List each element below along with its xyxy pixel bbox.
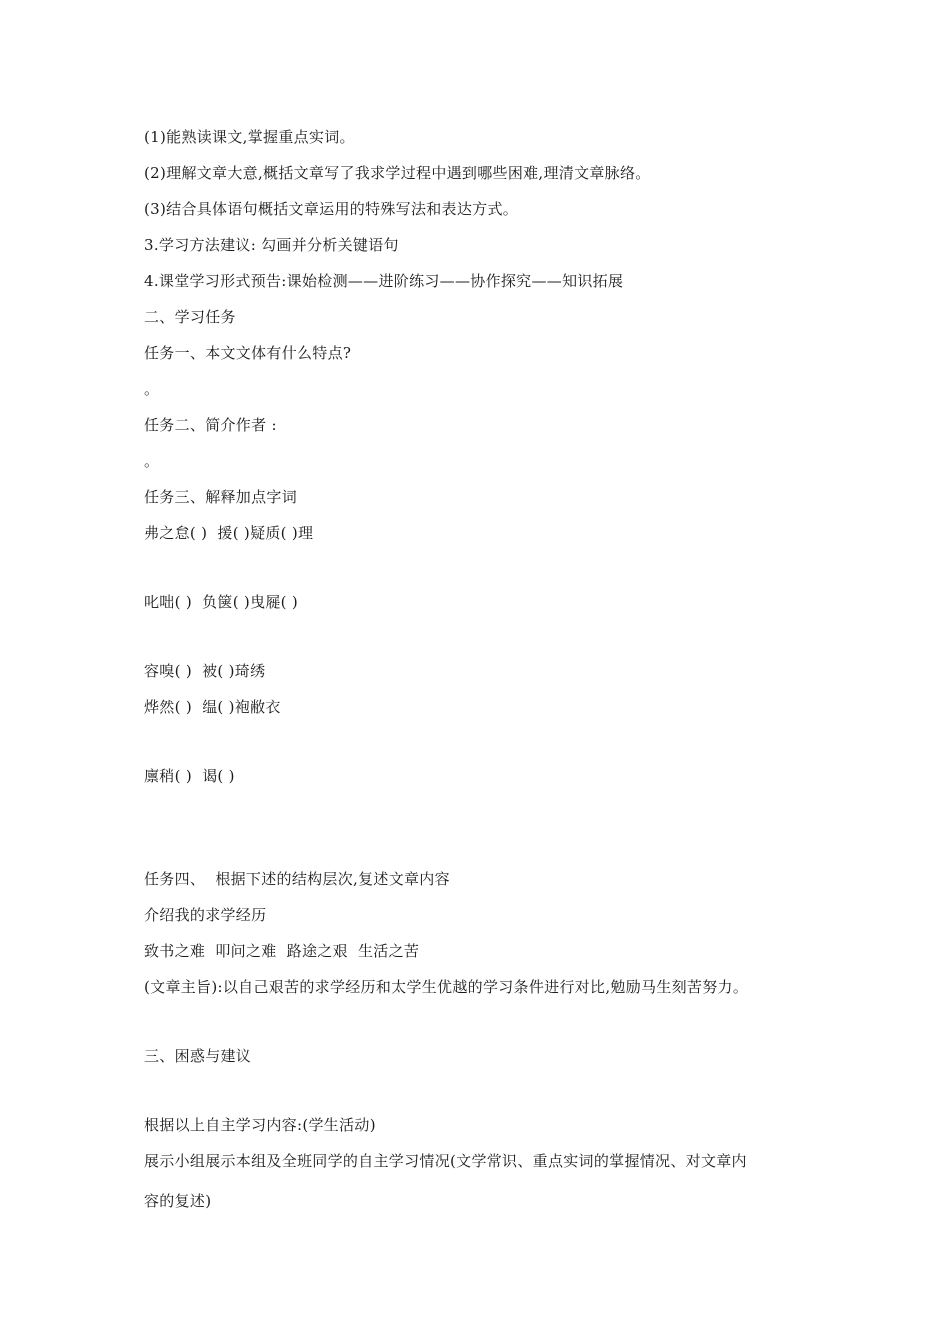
goal-2: (2)理解文章大意,概括文章写了我求学过程中遇到哪些困难,理清文章脉络。 xyxy=(144,164,651,182)
structure-intro: 介绍我的求学经历 xyxy=(144,906,267,924)
section-heading-questions: 三、困惑与建议 xyxy=(144,1047,252,1065)
activity-description: 展示小组展示本组及全班同学的自主学习情况(文学常识、重点实词的掌握情况、对文章内 xyxy=(144,1152,747,1170)
vocab-line: 叱咄( ) 负箧( )曳屣( ) xyxy=(144,593,299,611)
vocab-line: 烨然( ) 缊( )袍敝衣 xyxy=(144,698,281,716)
activity-description-cont: 容的复述) xyxy=(144,1192,212,1210)
activity-intro: 根据以上自主学习内容:(学生活动) xyxy=(144,1116,376,1134)
class-forms: 4.课堂学习形式预告:课始检测——进阶练习——协作探究——知识拓展 xyxy=(144,272,624,290)
section-heading-tasks: 二、学习任务 xyxy=(144,308,236,326)
task-2: 任务二、简介作者 : xyxy=(144,416,277,434)
vocab-line: 容嗅( ) 被( )琦绣 xyxy=(144,662,266,680)
vocab-line: 弗之怠( ) 援( )疑质( )理 xyxy=(144,524,314,542)
task-3: 任务三、解释加点字词 xyxy=(144,488,298,506)
study-method: 3.学习方法建议: 勾画并分析关键语句 xyxy=(144,236,399,254)
structure-hardships: 致书之难 叩问之难 路途之艰 生活之苦 xyxy=(144,942,420,960)
task-2-answer-blank: 。 xyxy=(144,452,160,470)
task-1: 任务一、本文文体有什么特点? xyxy=(144,344,352,362)
task-1-answer-blank: 。 xyxy=(144,380,160,398)
vocab-line: 廪稍( ) 谒( ) xyxy=(144,767,235,785)
article-theme: (文章主旨):以自己艰苦的求学经历和太学生优越的学习条件进行对比,勉励马生刻苦努力。 xyxy=(144,978,749,996)
goal-3: (3)结合具体语句概括文章运用的特殊写法和表达方式。 xyxy=(144,200,519,218)
goal-1: (1)能熟读课文,掌握重点实词。 xyxy=(144,128,355,146)
task-4: 任务四、 根据下述的结构层次,复述文章内容 xyxy=(144,870,450,888)
